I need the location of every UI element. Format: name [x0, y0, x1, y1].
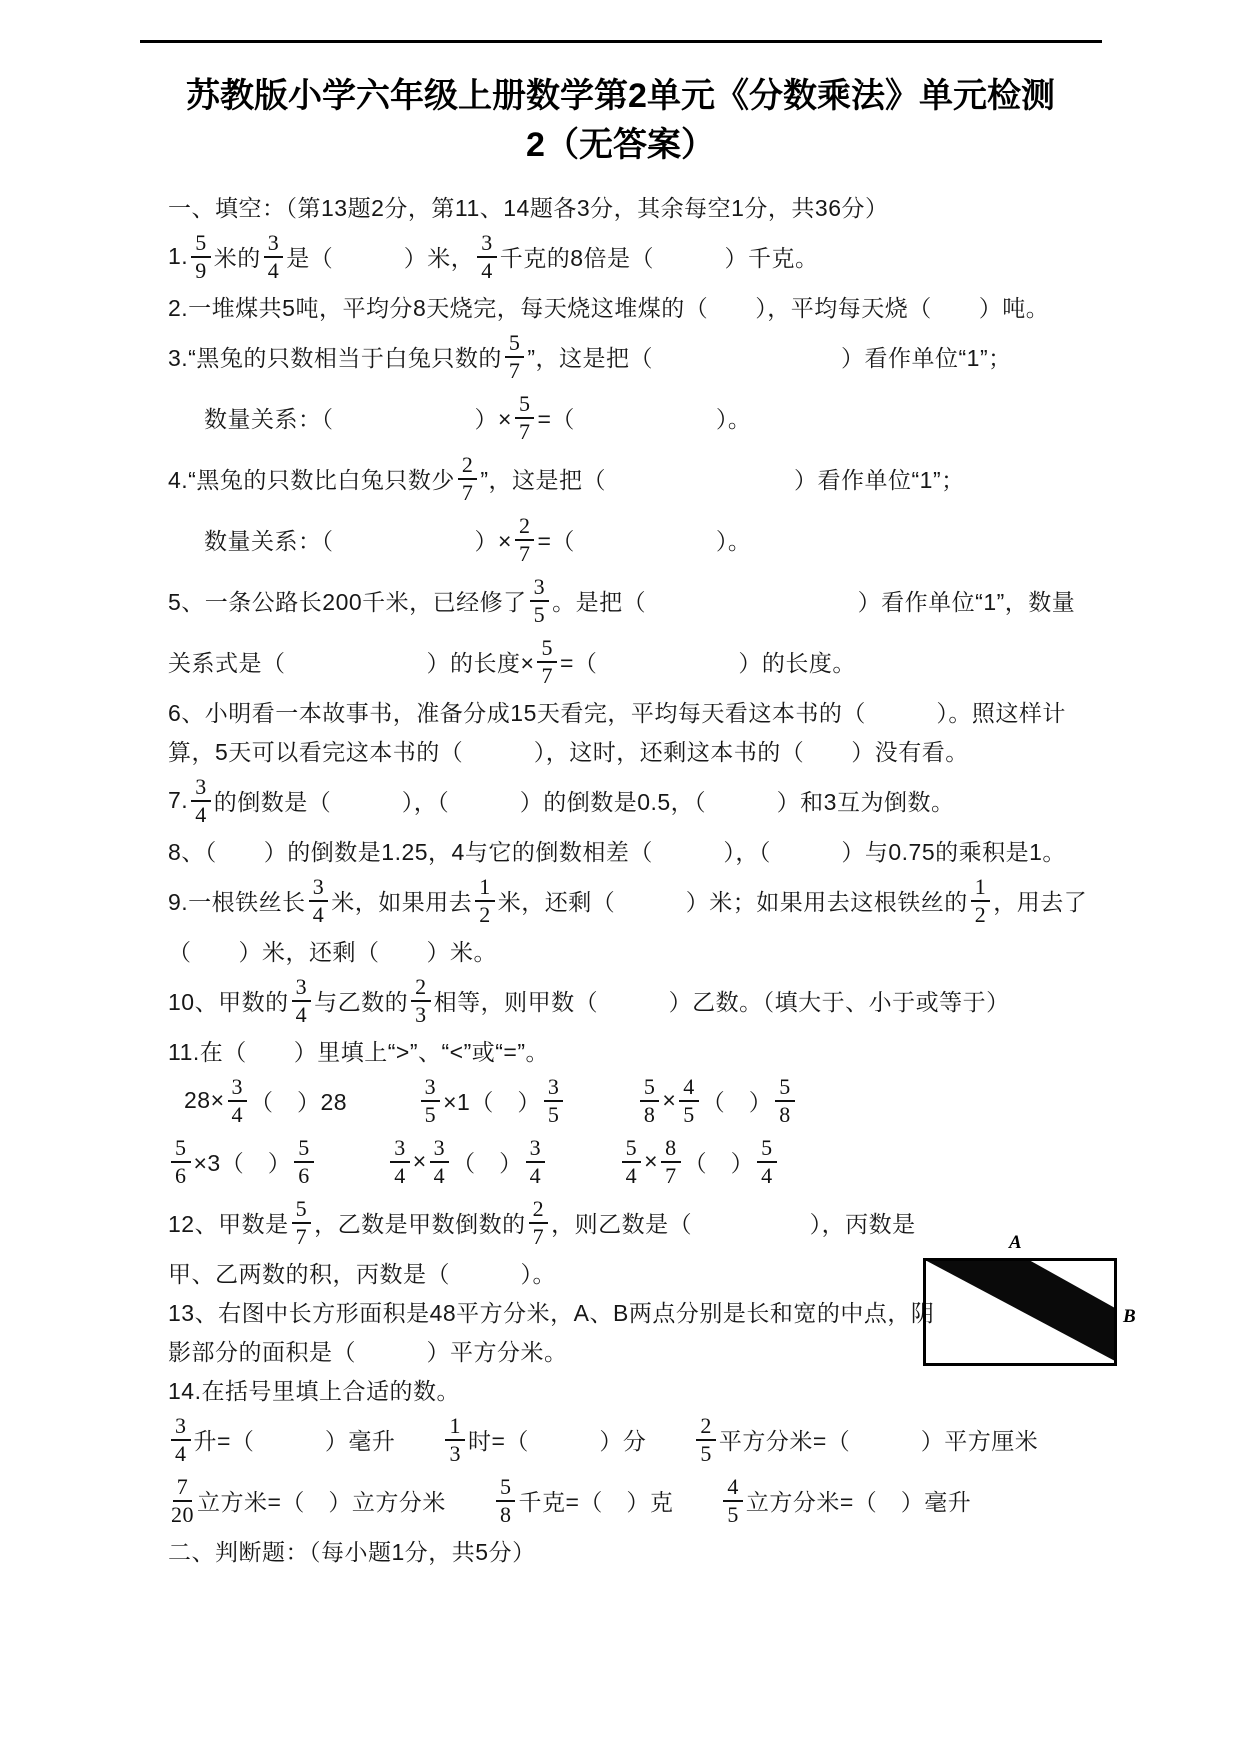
fraction: [723, 1475, 743, 1527]
fraction-denominator: 3: [415, 1001, 427, 1027]
text-run: 10、甲数的: [168, 989, 289, 1015]
fraction-denominator: 4: [394, 1162, 406, 1188]
fraction-denominator: 4: [529, 1162, 542, 1188]
text-run: 1.: [168, 243, 189, 269]
text-run: ×: [644, 1148, 659, 1174]
fraction: [191, 775, 211, 827]
fraction-denominator: 6: [298, 1162, 310, 1188]
text-run: [566, 1084, 637, 1117]
fraction: [264, 231, 284, 283]
fraction: [292, 975, 312, 1027]
q3-relation: [168, 387, 1103, 448]
q11-row2: [168, 1131, 1103, 1192]
fraction-numerator: 5: [496, 1475, 516, 1502]
fraction-denominator: 8: [779, 1101, 791, 1127]
text-run: 关系式是（ ）的长度×: [168, 650, 535, 676]
text-run: 数量关系：（ ）×: [204, 406, 512, 432]
fraction-numerator: 5: [537, 636, 557, 663]
text-run: （ ）米，还剩（ ）米。: [168, 939, 497, 965]
fraction-denominator: 20: [171, 1501, 194, 1527]
point-a-label: A: [1009, 1232, 1022, 1253]
text-run: （ ）28: [250, 1089, 418, 1115]
q9-line1: [168, 870, 1103, 931]
fraction-denominator: 6: [175, 1162, 187, 1188]
fraction: [529, 1197, 549, 1249]
fraction-denominator: 9: [195, 257, 207, 283]
q9-line2: [168, 931, 1103, 970]
fraction-numerator: 5: [775, 1075, 795, 1102]
q14: [168, 1370, 1103, 1409]
fraction: [696, 1414, 716, 1466]
fraction-numerator: 3: [191, 775, 211, 802]
fraction-numerator: 5: [640, 1075, 660, 1102]
text-run: （ ）: [452, 1150, 523, 1176]
fraction-denominator: 7: [295, 1223, 308, 1249]
text-run: [548, 1145, 619, 1178]
fraction-numerator: 5: [757, 1136, 777, 1163]
fraction: [775, 1075, 795, 1127]
fraction-numerator: 2: [458, 453, 478, 480]
fraction-numerator: 5: [294, 1136, 314, 1163]
fraction: [679, 1075, 699, 1127]
text-run: ×1（ ）: [443, 1089, 541, 1115]
fraction-numerator: 3: [309, 875, 329, 902]
q14-row1: [168, 1409, 1103, 1470]
fraction: [622, 1136, 642, 1188]
q11-row1: [168, 1070, 1103, 1131]
text-run: 千克=（ ）克: [518, 1489, 721, 1515]
fraction-denominator: 8: [499, 1501, 512, 1527]
q2: [168, 287, 1103, 326]
fraction-numerator: 3: [530, 575, 550, 602]
fraction: [171, 1414, 191, 1466]
text-run: 甲、乙两数的积，丙数是（ ）。: [168, 1261, 556, 1287]
text-run: ×3（ ）: [193, 1150, 292, 1176]
fraction: [537, 636, 557, 688]
text-run: 9.一根铁丝长: [168, 889, 306, 915]
fraction-denominator: 7: [541, 662, 553, 688]
fraction: [292, 1197, 312, 1249]
text-run: =（ ）。: [537, 406, 752, 432]
fraction: [445, 1414, 465, 1466]
rectangle-figure-svg: [923, 1258, 1117, 1366]
fraction: [228, 1075, 248, 1127]
text-run: 相等，则甲数（ ）乙数。（填大于、小于或等于）: [433, 989, 1010, 1015]
fraction: [515, 514, 535, 566]
fraction: [971, 875, 991, 927]
fraction-denominator: 7: [518, 540, 531, 566]
fraction-numerator: 5: [622, 1136, 642, 1163]
text-run: 算，5天可以看完这本书的（ ），这时，还剩这本书的（ ）没有看。: [168, 739, 969, 765]
text-run: 7.: [168, 787, 189, 813]
fraction: [294, 1136, 314, 1188]
fraction-denominator: 5: [727, 1501, 739, 1527]
text-run: 11.在（ ）里填上“>”、“<”或“=”。: [168, 1039, 550, 1065]
text-run: 6、小明看一本故事书，准备分成15天看完，平均每天看这本书的（ ）。照这样计: [168, 700, 1066, 726]
fraction-numerator: 3: [421, 1075, 441, 1102]
text-run: 升=（ ）毫升: [193, 1428, 443, 1454]
fraction: [458, 453, 478, 505]
q12-line1: [168, 1192, 1103, 1253]
section-1-header: [168, 187, 1103, 226]
text-run: （ ）: [683, 1150, 755, 1176]
fraction: [515, 392, 535, 444]
text-run: ”，这是把（ ）看作单位“1”；: [527, 345, 1012, 371]
fraction-numerator: 2: [529, 1197, 549, 1224]
fraction-denominator: 7: [518, 418, 531, 444]
text-run: 14.在括号里填上合适的数。: [168, 1378, 460, 1404]
fraction-denominator: 4: [625, 1162, 638, 1188]
text-run: 8、（ ）的倒数是1.25，4与它的倒数相差（ ），（ ）与0.75的乘积是1。: [168, 839, 1066, 865]
q4-relation: [168, 509, 1103, 570]
fraction-denominator: 3: [449, 1440, 461, 1466]
fraction-denominator: 4: [295, 1001, 308, 1027]
text-run: 13、右图中长方形面积是48平方分米，A、B两点分别是长和宽的中点，阴: [168, 1300, 935, 1326]
fraction-denominator: 5: [424, 1101, 437, 1127]
text-run: 28×: [184, 1087, 225, 1113]
fraction-denominator: 4: [231, 1101, 244, 1127]
fraction-numerator: 3: [228, 1075, 248, 1102]
text-run: 5、一条公路长200千米，已经修了: [168, 589, 527, 615]
fraction-denominator: 7: [665, 1162, 677, 1188]
fraction: [505, 331, 525, 383]
text-run: 立方米=（ ）立方分米: [197, 1489, 493, 1515]
q5-line2: [168, 631, 1103, 692]
fraction-denominator: 4: [433, 1162, 446, 1188]
text-run: =（ ）。: [537, 528, 752, 554]
fraction: [757, 1136, 777, 1188]
fraction-denominator: 7: [508, 357, 521, 383]
fraction-numerator: 5: [171, 1136, 191, 1163]
fraction: [421, 1075, 441, 1127]
fraction: [411, 975, 431, 1027]
text-run: =（ ）的长度。: [559, 650, 856, 676]
fraction-numerator: 3: [171, 1414, 191, 1441]
fraction-numerator: 2: [411, 975, 431, 1002]
fraction: [544, 1075, 564, 1127]
text-run: 12、甲数是: [168, 1211, 289, 1237]
q10: [168, 970, 1103, 1031]
text-run: 4.“黑兔的只数比白兔只数少: [168, 467, 455, 493]
page-title-line1: 苏教版小学六年级上册数学第2单元《分数乘法》单元检测: [186, 77, 1055, 115]
fraction-numerator: 3: [477, 231, 497, 258]
fraction: [309, 875, 329, 927]
text-run: ，用去了: [993, 889, 1088, 915]
text-run: （ ）: [701, 1089, 773, 1115]
top-rule: [140, 40, 1102, 43]
text-run: ”，这是把（ ）看作单位“1”；: [480, 467, 965, 493]
fraction-numerator: 4: [723, 1475, 743, 1502]
fraction-denominator: 8: [643, 1101, 656, 1127]
fraction-denominator: 2: [974, 901, 987, 927]
fraction-numerator: 1: [475, 875, 495, 902]
fraction: [477, 231, 497, 283]
section-2-header: [168, 1531, 1103, 1570]
fraction-numerator: 5: [191, 231, 211, 258]
fraction: [496, 1475, 516, 1527]
fraction-numerator: 3: [544, 1075, 564, 1102]
fraction-numerator: 1: [971, 875, 991, 902]
fraction-numerator: 8: [661, 1136, 681, 1163]
text-run: ，乙数是甲数倒数的: [314, 1211, 526, 1237]
fraction-denominator: 4: [761, 1162, 773, 1188]
fraction-numerator: 4: [679, 1075, 699, 1102]
fraction-denominator: 4: [175, 1440, 187, 1466]
fraction-denominator: 5: [547, 1101, 560, 1127]
page-title-line2: 2（无答案）: [526, 126, 715, 164]
text-run: ，则乙数是（ ），丙数是: [551, 1211, 916, 1237]
fraction-numerator: 3: [526, 1136, 546, 1163]
text-run: ×: [662, 1087, 677, 1113]
fraction: [640, 1075, 660, 1127]
fraction-denominator: 4: [312, 901, 325, 927]
text-run: 2.一堆煤共5吨，平均分8天烧完，每天烧这堆煤的（ ），平均每天烧（ ）吨。: [168, 295, 1050, 321]
text-run: 是（ ）米，: [286, 245, 475, 271]
q6-line2: [168, 731, 1103, 770]
text-run: 时=（ ）分: [467, 1428, 694, 1454]
text-run: 的倒数是（ ），（ ）的倒数是0.5，（ ）和3互为倒数。: [213, 789, 955, 815]
fraction-denominator: 4: [267, 257, 280, 283]
text-run: 3.“黑兔的只数相当于白兔只数的: [168, 345, 502, 371]
fraction-numerator: 7: [173, 1475, 193, 1502]
fraction-denominator: 5: [533, 601, 546, 627]
fraction: [390, 1136, 410, 1188]
text-run: 影部分的面积是（ ）平方分米。: [168, 1339, 568, 1365]
text-run: 米的: [213, 245, 261, 271]
fraction: [475, 875, 495, 927]
q1: [168, 226, 1103, 287]
fraction-denominator: 2: [479, 901, 491, 927]
text-run: 千克的8倍是（ ）千克。: [499, 245, 819, 271]
fraction-numerator: 3: [264, 231, 284, 258]
q8: [168, 831, 1103, 870]
fraction-denominator: 7: [461, 479, 474, 505]
fraction: [191, 231, 211, 283]
fraction: [526, 1136, 546, 1188]
text-run: 立方分米=（ ）毫升: [745, 1489, 972, 1515]
text-run: 数量关系：（ ）×: [204, 528, 512, 554]
text-run: 。是把（ ）看作单位“1”，数量: [552, 589, 1076, 615]
fraction: [430, 1136, 450, 1188]
fraction: [530, 575, 550, 627]
text-run: 二、判断题：（每小题1分，共5分）: [168, 1539, 536, 1565]
fraction-numerator: 3: [292, 975, 312, 1002]
q6-line1: [168, 692, 1103, 731]
fraction-numerator: 5: [505, 331, 525, 358]
shaded-band: [925, 1260, 1115, 1361]
page-title: [0, 72, 1241, 170]
fraction-numerator: 5: [292, 1197, 312, 1224]
q7: [168, 770, 1103, 831]
fraction-numerator: 5: [515, 392, 535, 419]
fraction-numerator: 1: [445, 1414, 465, 1441]
fraction-numerator: 3: [390, 1136, 410, 1163]
fraction-denominator: 5: [700, 1440, 712, 1466]
text-run: 平方分米=（ ）平方厘米: [718, 1428, 1039, 1454]
fraction: [171, 1475, 194, 1527]
text-run: 米，还剩（ ）米；如果用去这根铁丝的: [497, 889, 968, 915]
rectangle-figure: [923, 1232, 1136, 1366]
fraction-denominator: 4: [481, 257, 493, 283]
text-run: 米，如果用去: [331, 889, 473, 915]
fraction-denominator: 7: [532, 1223, 545, 1249]
text-run: 与乙数的: [314, 989, 409, 1015]
text-run: [317, 1145, 388, 1178]
fraction-numerator: 2: [515, 514, 535, 541]
fraction-denominator: 4: [195, 801, 207, 827]
fraction-numerator: 3: [430, 1136, 450, 1163]
q4: [168, 448, 1103, 509]
text-run: ×: [412, 1148, 427, 1174]
fraction: [661, 1136, 681, 1188]
text-run: 一、填空：（第13题2分，第11、14题各3分，其余每空1分，共36分）: [168, 195, 889, 221]
q5-line1: [168, 570, 1103, 631]
q3: [168, 326, 1103, 387]
q14-row2: [168, 1470, 1103, 1531]
point-b-label: B: [1123, 1306, 1136, 1327]
fraction-numerator: 2: [696, 1414, 716, 1441]
fraction: [171, 1136, 191, 1188]
q11: [168, 1031, 1103, 1070]
fraction-denominator: 5: [683, 1101, 695, 1127]
